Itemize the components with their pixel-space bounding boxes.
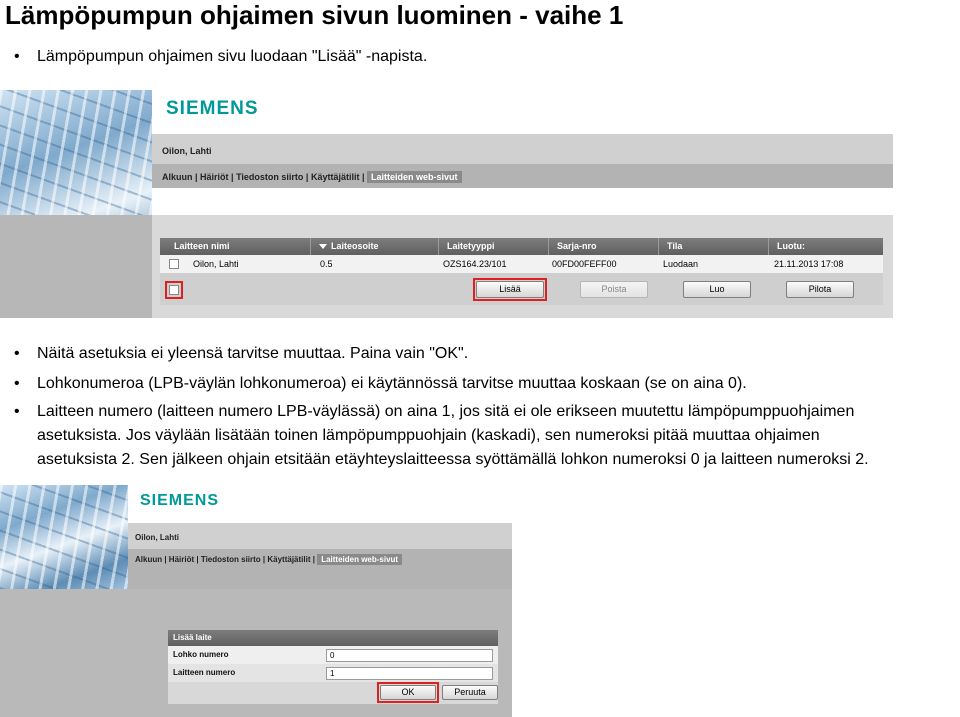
nav-separator: | <box>359 172 367 182</box>
device-table <box>160 238 883 305</box>
column-header-serial[interactable]: Sarja-nro <box>548 238 658 255</box>
cell-address: 0.5 <box>320 259 333 269</box>
side-gray-area <box>0 215 152 318</box>
remove-button[interactable]: Poista <box>580 281 648 298</box>
bullet-text-add: Lämpöpumpun ohjaimen sivu luodaan "Lisää" -napista. <box>37 48 428 65</box>
block-number-label: Lohko numero <box>173 650 229 659</box>
row-checkbox[interactable] <box>169 259 179 269</box>
cell-name: Oilon, Lahti <box>193 259 239 269</box>
bullet-marker: • <box>14 375 20 392</box>
device-number-label: Laitteen numero <box>173 668 236 677</box>
nav-item-alarms[interactable]: Häiriöt <box>168 555 195 564</box>
siemens-logo: SIEMENS <box>166 98 259 119</box>
delete-button[interactable]: Pilota <box>786 281 854 298</box>
site-name: Oilon, Lahti <box>162 146 212 156</box>
siemens-logo: SIEMENS <box>140 492 220 509</box>
nav-separator: | <box>192 172 201 182</box>
cell-status: Luodaan <box>663 259 699 269</box>
nav-item-home[interactable]: Alkuun <box>135 555 163 564</box>
nav-item-device-pages[interactable]: Laitteiden web-sivut <box>317 554 402 565</box>
nav-separator: | <box>194 555 201 564</box>
bullet-marker: • <box>14 345 20 362</box>
form-row-block-number <box>168 646 498 664</box>
nav-item-home[interactable]: Alkuun <box>162 172 193 182</box>
cell-serial: 00FD00FEFF00 <box>552 259 617 269</box>
nav-item-device-pages[interactable]: Laitteiden web-sivut <box>367 171 462 183</box>
main-nav <box>162 172 462 182</box>
bullet-text-device-number-3: asetuksista 2. Sen jälkeen ohjain etsitään etäyhteyslaitteessa syöttämällä lohkon numeroksi 0 ja laitteen numeroksi 2. <box>37 451 869 468</box>
screenshot-add-device <box>0 485 512 717</box>
site-header-bar <box>152 134 893 164</box>
nav-separator: | <box>303 172 311 182</box>
nav-item-file-transfer[interactable]: Tiedoston siirto <box>200 555 261 564</box>
main-nav <box>135 555 402 564</box>
table-button-row <box>160 273 883 305</box>
table-header <box>160 238 883 255</box>
column-header-name[interactable]: Laitteen nimi <box>174 241 230 251</box>
column-header-created[interactable]: Luotu: <box>768 238 883 255</box>
select-all-checkbox[interactable] <box>169 285 179 295</box>
nav-item-file-transfer[interactable]: Tiedoston siirto <box>236 172 304 182</box>
bullet-text-device-number-1: Laitteen numero (laitteen numero LPB-väylässä) on aina 1, jos sitä ei ole erikseen muutettu lämpöpumppuohjaimen <box>37 403 855 420</box>
nav-separator: | <box>162 555 169 564</box>
nav-item-user-accounts[interactable]: Käyttäjätilit <box>267 555 311 564</box>
form-title: Lisää laite <box>168 630 498 646</box>
add-device-form <box>168 630 498 708</box>
cancel-button[interactable]: Peruuta <box>442 685 498 700</box>
nav-separator: | <box>228 172 237 182</box>
nav-separator: | <box>260 555 268 564</box>
add-button[interactable]: Lisää <box>476 281 544 298</box>
bullet-marker: • <box>14 403 20 420</box>
cell-created: 21.11.2013 17:08 <box>774 259 844 269</box>
block-number-input[interactable]: 0 <box>326 649 493 662</box>
column-header-address[interactable]: Laiteosoite <box>310 238 438 255</box>
column-header-type[interactable]: Laitetyyppi <box>438 238 548 255</box>
slide-title: Lämpöpumpun ohjaimen sivun luominen - vaihe 1 <box>5 0 624 30</box>
ok-button[interactable]: OK <box>380 685 436 700</box>
bullet-text-device-number-2: asetuksista. Jos väylään lisätään toinen lämpöpumppuohjain (kaskadi), sen numeroksi pitää muuttaa ohjaimen <box>37 427 820 444</box>
column-header-status[interactable]: Tila <box>658 238 768 255</box>
table-row[interactable] <box>160 255 883 273</box>
screenshot-device-list <box>0 90 893 318</box>
nav-separator: | <box>310 555 318 564</box>
device-number-input[interactable]: 1 <box>326 667 493 680</box>
site-header-bar <box>128 523 512 549</box>
create-button[interactable]: Luo <box>683 281 751 298</box>
bullet-text-block-number: Lohkonumeroa (LPB-väylän lohkonumeroa) ei käytännössä tarvitse muuttaa koskaan (se on aina 0). <box>37 375 747 392</box>
nav-item-alarms[interactable]: Häiriöt <box>200 172 229 182</box>
site-name: Oilon, Lahti <box>135 533 179 542</box>
bullet-marker: • <box>14 48 20 65</box>
form-button-row <box>168 682 498 704</box>
form-row-device-number <box>168 664 498 682</box>
cell-type: OZS164.23/101 <box>443 259 507 269</box>
sort-down-icon <box>319 244 327 249</box>
building-photo <box>0 485 128 589</box>
bullet-text-ok: Näitä asetuksia ei yleensä tarvitse muuttaa. Paina vain "OK". <box>37 345 469 362</box>
nav-item-user-accounts[interactable]: Käyttäjätilit <box>310 172 360 182</box>
